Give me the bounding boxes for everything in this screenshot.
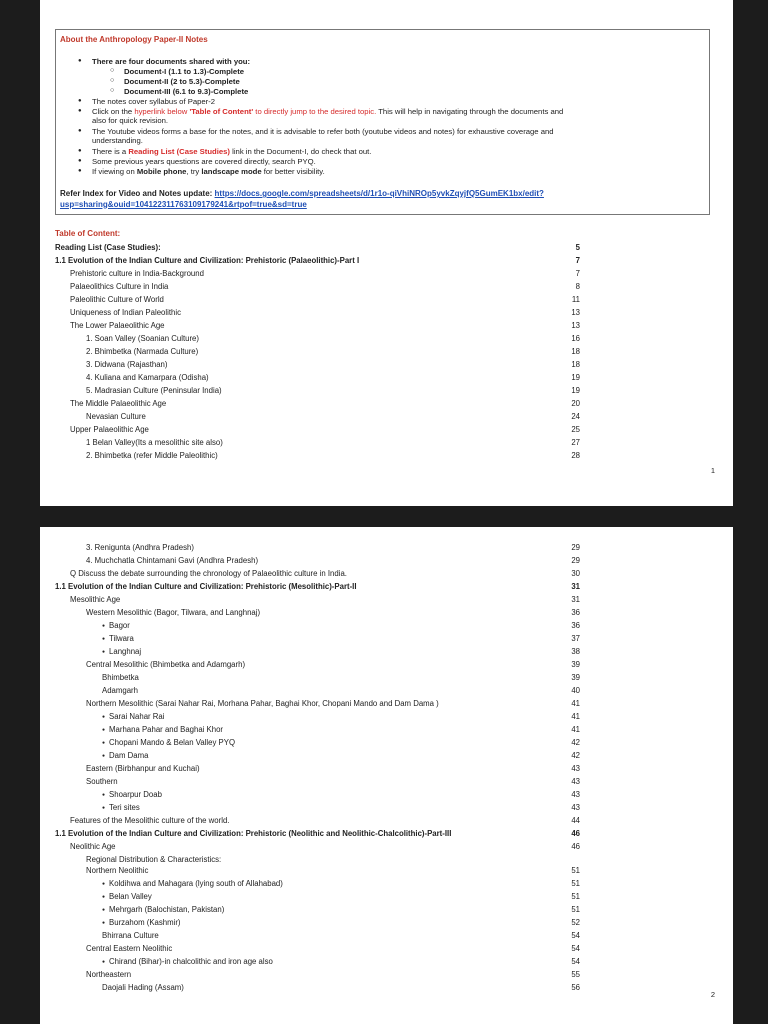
toc-label: ● Langhnaj (102, 646, 141, 658)
toc-page-number: 37 (571, 634, 580, 643)
toc-label: Regional Distribution & Characteristics: (86, 855, 222, 864)
toc-entry[interactable] (40, 828, 733, 840)
toc-page-number: 54 (571, 957, 580, 966)
toc-entry[interactable] (40, 891, 733, 903)
toc-label: Paleolithic Culture of World (70, 295, 164, 304)
document-page-2 (40, 527, 733, 1024)
toc-entry[interactable] (40, 763, 733, 775)
toc-page-number: 18 (571, 347, 580, 356)
toc-label: Northeastern (86, 970, 132, 979)
bullet-youtube (92, 127, 712, 145)
toc-entry[interactable] (40, 568, 733, 580)
toc-label: 1.1 Evolution of the Indian Culture and Civilization: Prehistoric (Palaeolithic)-Part I (55, 256, 360, 265)
toc-entry[interactable] (40, 802, 733, 814)
toc-label: Northern Neolithic (86, 866, 149, 875)
toc-page-number: 41 (571, 725, 580, 734)
toc-entry[interactable] (40, 385, 733, 397)
toc-entry[interactable] (40, 268, 733, 280)
toc-entry[interactable] (40, 815, 733, 827)
toc-label: 2. Bhimbetka (Narmada Culture) (86, 347, 199, 356)
toc-entry[interactable] (40, 865, 733, 877)
toc-entry[interactable] (40, 607, 733, 619)
toc-page-number: 19 (571, 386, 580, 395)
toc-label: 3. Didwana (Rajasthan) (86, 360, 168, 369)
hyperlink-text-line2: also for quick revision. (92, 116, 169, 125)
toc-label: ● Koldihwa and Mahagara (lying south of Allahabad) (102, 878, 283, 890)
toc-heading: Table of Content: (55, 229, 121, 238)
toc-entry[interactable] (40, 943, 733, 955)
doc-item-2: ○ Document-II (2 to 5.3)-Complete (124, 77, 240, 86)
toc-label: ● Tilwara (102, 633, 134, 645)
toc-page-number: 46 (571, 842, 580, 851)
refer-label: Refer Index for Video and Notes update: (60, 189, 215, 198)
toc-entry[interactable] (40, 307, 733, 319)
toc-label: ● Bagor (102, 620, 130, 632)
toc-page-number: 29 (571, 543, 580, 552)
mobile-bold2: landscape mode (201, 167, 262, 176)
toc-entry[interactable] (40, 372, 733, 384)
toc-page-number: 43 (571, 790, 580, 799)
toc-page-number: 46 (571, 829, 580, 838)
bullet-pyq: ● Some previous years questions are covered directly, search PYQ. (92, 157, 316, 166)
toc-label: ● Burzahom (Kashmir) (102, 917, 181, 929)
toc-entry[interactable] (40, 450, 733, 462)
toc-entry[interactable] (40, 424, 733, 436)
toc-page-number: 40 (571, 686, 580, 695)
youtube-text-line1: The Youtube videos forms a base for the notes, and it is advisable to refer both (youtube videos and notes) for exhaustive coverage and (92, 127, 554, 136)
toc-entry[interactable] (40, 750, 733, 762)
reading-list-pre: There is a (92, 147, 129, 156)
toc-label: Daojali Hading (Assam) (102, 983, 184, 992)
toc-page-number: 43 (571, 803, 580, 812)
toc-page-number: 5 (575, 243, 580, 252)
about-notes-box (55, 29, 710, 215)
toc-label: Prehistoric culture in India-Background (70, 269, 204, 278)
toc-page-number: 28 (571, 451, 580, 460)
toc-label: Central Eastern Neolithic (86, 944, 173, 953)
toc-entry[interactable] (40, 581, 733, 593)
toc-page-number: 7 (575, 256, 580, 265)
toc-page-number: 31 (571, 582, 580, 591)
bullet-documents: ● There are four documents shared with you: (92, 57, 250, 66)
toc-page-number: 18 (571, 360, 580, 369)
toc-page-number: 51 (571, 892, 580, 901)
document-page-1 (40, 0, 733, 506)
toc-entry[interactable] (40, 672, 733, 684)
toc-page-number: 19 (571, 373, 580, 382)
toc-page-number: 44 (571, 816, 580, 825)
toc-hyperlink[interactable]: 'Table of Content' (189, 107, 254, 116)
toc-label: 1.1 Evolution of the Indian Culture and Civilization: Prehistoric (Mesolithic)-Part-II (55, 582, 357, 591)
toc-entry[interactable] (40, 698, 733, 710)
toc-entry[interactable] (40, 398, 733, 410)
toc-entry[interactable] (40, 711, 733, 723)
toc-entry[interactable] (40, 620, 733, 632)
toc-label: Eastern (Birbhanpur and Kuchai) (86, 764, 200, 773)
toc-entry[interactable] (40, 242, 733, 254)
toc-entry[interactable] (40, 437, 733, 449)
toc-page-number: 54 (571, 931, 580, 940)
toc-entry[interactable] (40, 776, 733, 788)
hyperlink-text-red: hyperlink below (134, 107, 190, 116)
toc-label: 4. Kuliana and Kamarpara (Odisha) (86, 373, 209, 382)
toc-entry[interactable] (40, 346, 733, 358)
toc-page-number: 41 (571, 699, 580, 708)
toc-page-number: 24 (571, 412, 580, 421)
toc-label: ● Shoarpur Doab (102, 789, 162, 801)
toc-entry[interactable] (40, 633, 733, 645)
hyperlink-text-pre: Click on the (92, 107, 135, 116)
toc-label: Features of the Mesolithic culture of the world. (70, 816, 230, 825)
about-title: About the Anthropology Paper-II Notes (60, 35, 208, 44)
reading-list-link[interactable]: Reading List (Case Studies) (128, 147, 230, 156)
toc-page-number: 43 (571, 764, 580, 773)
toc-label: Mesolithic Age (70, 595, 121, 604)
toc-label: Reading List (Case Studies): (55, 243, 161, 252)
toc-label: The Middle Palaeolithic Age (70, 399, 167, 408)
toc-label: 1. Soan Valley (Soanian Culture) (86, 334, 199, 343)
toc-entry[interactable] (40, 917, 733, 929)
hyperlink-text-red2: to directly jump to the desired topic. (253, 107, 377, 116)
toc-label: 1.1 Evolution of the Indian Culture and Civilization: Prehistoric (Neolithic and Neolithic-Chalcolithic)-Part-III (55, 829, 452, 838)
toc-entry[interactable] (40, 542, 733, 554)
toc-page-number: 11 (571, 295, 580, 304)
toc-entry[interactable] (40, 930, 733, 942)
refer-index-link[interactable]: https://docs.google.com/spreadsheets/d/1r1o-qiVhiNROp5yvkZqyjfQ5GumEK1bx/edit?usp=sharing&ouid=104122311763109179241&rtpof=true&sd=true (60, 189, 544, 209)
toc-label: Palaeolithics Culture in India (70, 282, 169, 291)
toc-entry[interactable] (40, 724, 733, 736)
toc-entry[interactable] (40, 411, 733, 423)
doc-item-3: ○ Document-III (6.1 to 9.3)-Complete (124, 87, 248, 96)
toc-entry[interactable] (40, 904, 733, 916)
toc-page-number: 13 (571, 321, 580, 330)
toc-label: Uniqueness of Indian Paleolithic (70, 308, 181, 317)
toc-label: Bhimbetka (102, 673, 139, 682)
toc-entry[interactable] (40, 659, 733, 671)
toc-label: Nevasian Culture (86, 412, 146, 421)
toc-page-number: 27 (571, 438, 580, 447)
page-number: 1 (710, 466, 715, 475)
toc-label: ● Dam Dama (102, 750, 148, 762)
toc-label: ● Mehrgarh (Balochistan, Pakistan) (102, 904, 224, 916)
toc-page-number: 39 (571, 673, 580, 682)
toc-page-number: 43 (571, 777, 580, 786)
toc-page-number: 31 (571, 595, 580, 604)
toc-entry[interactable] (40, 255, 733, 267)
toc-label: 1 Belan Valley(Its a mesolithic site also) (86, 438, 223, 447)
toc-label: ● Chirand (Bihar)-in chalcolithic and iron age also (102, 956, 273, 968)
toc-page-number: 16 (571, 334, 580, 343)
toc-label: ● Marhana Pahar and Baghai Khor (102, 724, 223, 736)
toc-entry[interactable] (40, 359, 733, 371)
toc-page-number: 25 (571, 425, 580, 434)
refer-index (60, 189, 700, 210)
toc-page-number: 51 (571, 905, 580, 914)
toc-label: Bhirrana Culture (102, 931, 159, 940)
toc-page-number: 8 (575, 282, 580, 291)
toc-label: Central Mesolithic (Bhimbetka and Adamgarh) (86, 660, 246, 669)
toc-label: ● Belan Valley (102, 891, 152, 903)
toc-page-number: 20 (571, 399, 580, 408)
bullet-hyperlink (92, 107, 712, 125)
bullet-reading-list (92, 147, 371, 156)
toc-entry[interactable] (40, 789, 733, 801)
toc-page-number: 51 (571, 879, 580, 888)
toc-label: 3. Renigunta (Andhra Pradesh) (86, 543, 194, 552)
toc-label: Neolithic Age (70, 842, 116, 851)
toc-label: Western Mesolithic (Bagor, Tilwara, and Langhnaj) (86, 608, 261, 617)
toc-page-number: 41 (571, 712, 580, 721)
toc-label: Adamgarh (102, 686, 138, 695)
toc-page-number: 29 (571, 556, 580, 565)
mobile-mid: , try (186, 167, 202, 176)
toc-label: Southern (86, 777, 118, 786)
toc-entry[interactable] (40, 594, 733, 606)
toc-label: ● Sarai Nahar Rai (102, 711, 165, 723)
toc-page-number: 7 (575, 269, 580, 278)
toc-entry[interactable] (40, 982, 733, 994)
toc-page-number: 54 (571, 944, 580, 953)
toc-entry[interactable] (40, 956, 733, 968)
mobile-post: for better visibility. (261, 167, 325, 176)
mobile-bold1: Mobile phone (136, 167, 187, 176)
toc-label: 5. Madrasian Culture (Peninsular India) (86, 386, 222, 395)
toc-page-number: 36 (571, 621, 580, 630)
toc-page-number: 13 (571, 308, 580, 317)
toc-entry[interactable] (40, 685, 733, 697)
page-number: 2 (710, 990, 715, 999)
bullet-mobile (92, 167, 325, 176)
toc-label: ● Chopani Mando & Belan Valley PYQ (102, 737, 235, 749)
toc-page-number: 39 (571, 660, 580, 669)
doc-item-1: ○ Document-I (1.1 to 1.3)-Complete (124, 67, 244, 76)
toc-label: 2. Bhimbetka (refer Middle Paleolithic) (86, 451, 218, 460)
mobile-pre: If viewing on (92, 167, 137, 176)
toc-label: Northern Mesolithic (Sarai Nahar Rai, Morhana Pahar, Baghai Khor, Chopani Mando and Dam Dama ) (86, 699, 439, 708)
bullet-syllabus: ● The notes cover syllabus of Paper-2 (92, 97, 215, 106)
toc-page-number: 56 (571, 983, 580, 992)
toc-entry[interactable] (40, 969, 733, 981)
toc-label: 4. Muchchatla Chintamani Gavi (Andhra Pradesh) (86, 556, 259, 565)
toc-label: Q Discuss the debate surrounding the chronology of Palaeolithic culture in India. (70, 569, 347, 578)
toc-page-number: 38 (571, 647, 580, 656)
youtube-text-line2: understanding. (92, 136, 143, 145)
toc-entry[interactable] (40, 333, 733, 345)
toc-entry[interactable] (40, 294, 733, 306)
reading-list-post: link in the Document-I, do check that out. (230, 147, 372, 156)
toc-entry[interactable] (40, 646, 733, 658)
toc-label: Upper Palaeolithic Age (70, 425, 149, 434)
toc-label: The Lower Palaeolithic Age (70, 321, 165, 330)
toc-page-number: 55 (571, 970, 580, 979)
hyperlink-text-post: This will help in navigating through the documents and (376, 107, 564, 116)
toc-page-number: 30 (571, 569, 580, 578)
toc-entry[interactable] (40, 555, 733, 567)
toc-entry[interactable] (40, 737, 733, 749)
toc-label: ● Teri sites (102, 802, 140, 814)
toc-entry[interactable] (40, 281, 733, 293)
toc-entry[interactable] (40, 878, 733, 890)
toc-page-number: 36 (571, 608, 580, 617)
toc-page-number: 42 (571, 738, 580, 747)
toc-entry[interactable] (40, 841, 733, 853)
toc-page-number: 51 (571, 866, 580, 875)
toc-page-number: 42 (571, 751, 580, 760)
toc-entry[interactable] (40, 320, 733, 332)
toc-page-number: 52 (571, 918, 580, 927)
